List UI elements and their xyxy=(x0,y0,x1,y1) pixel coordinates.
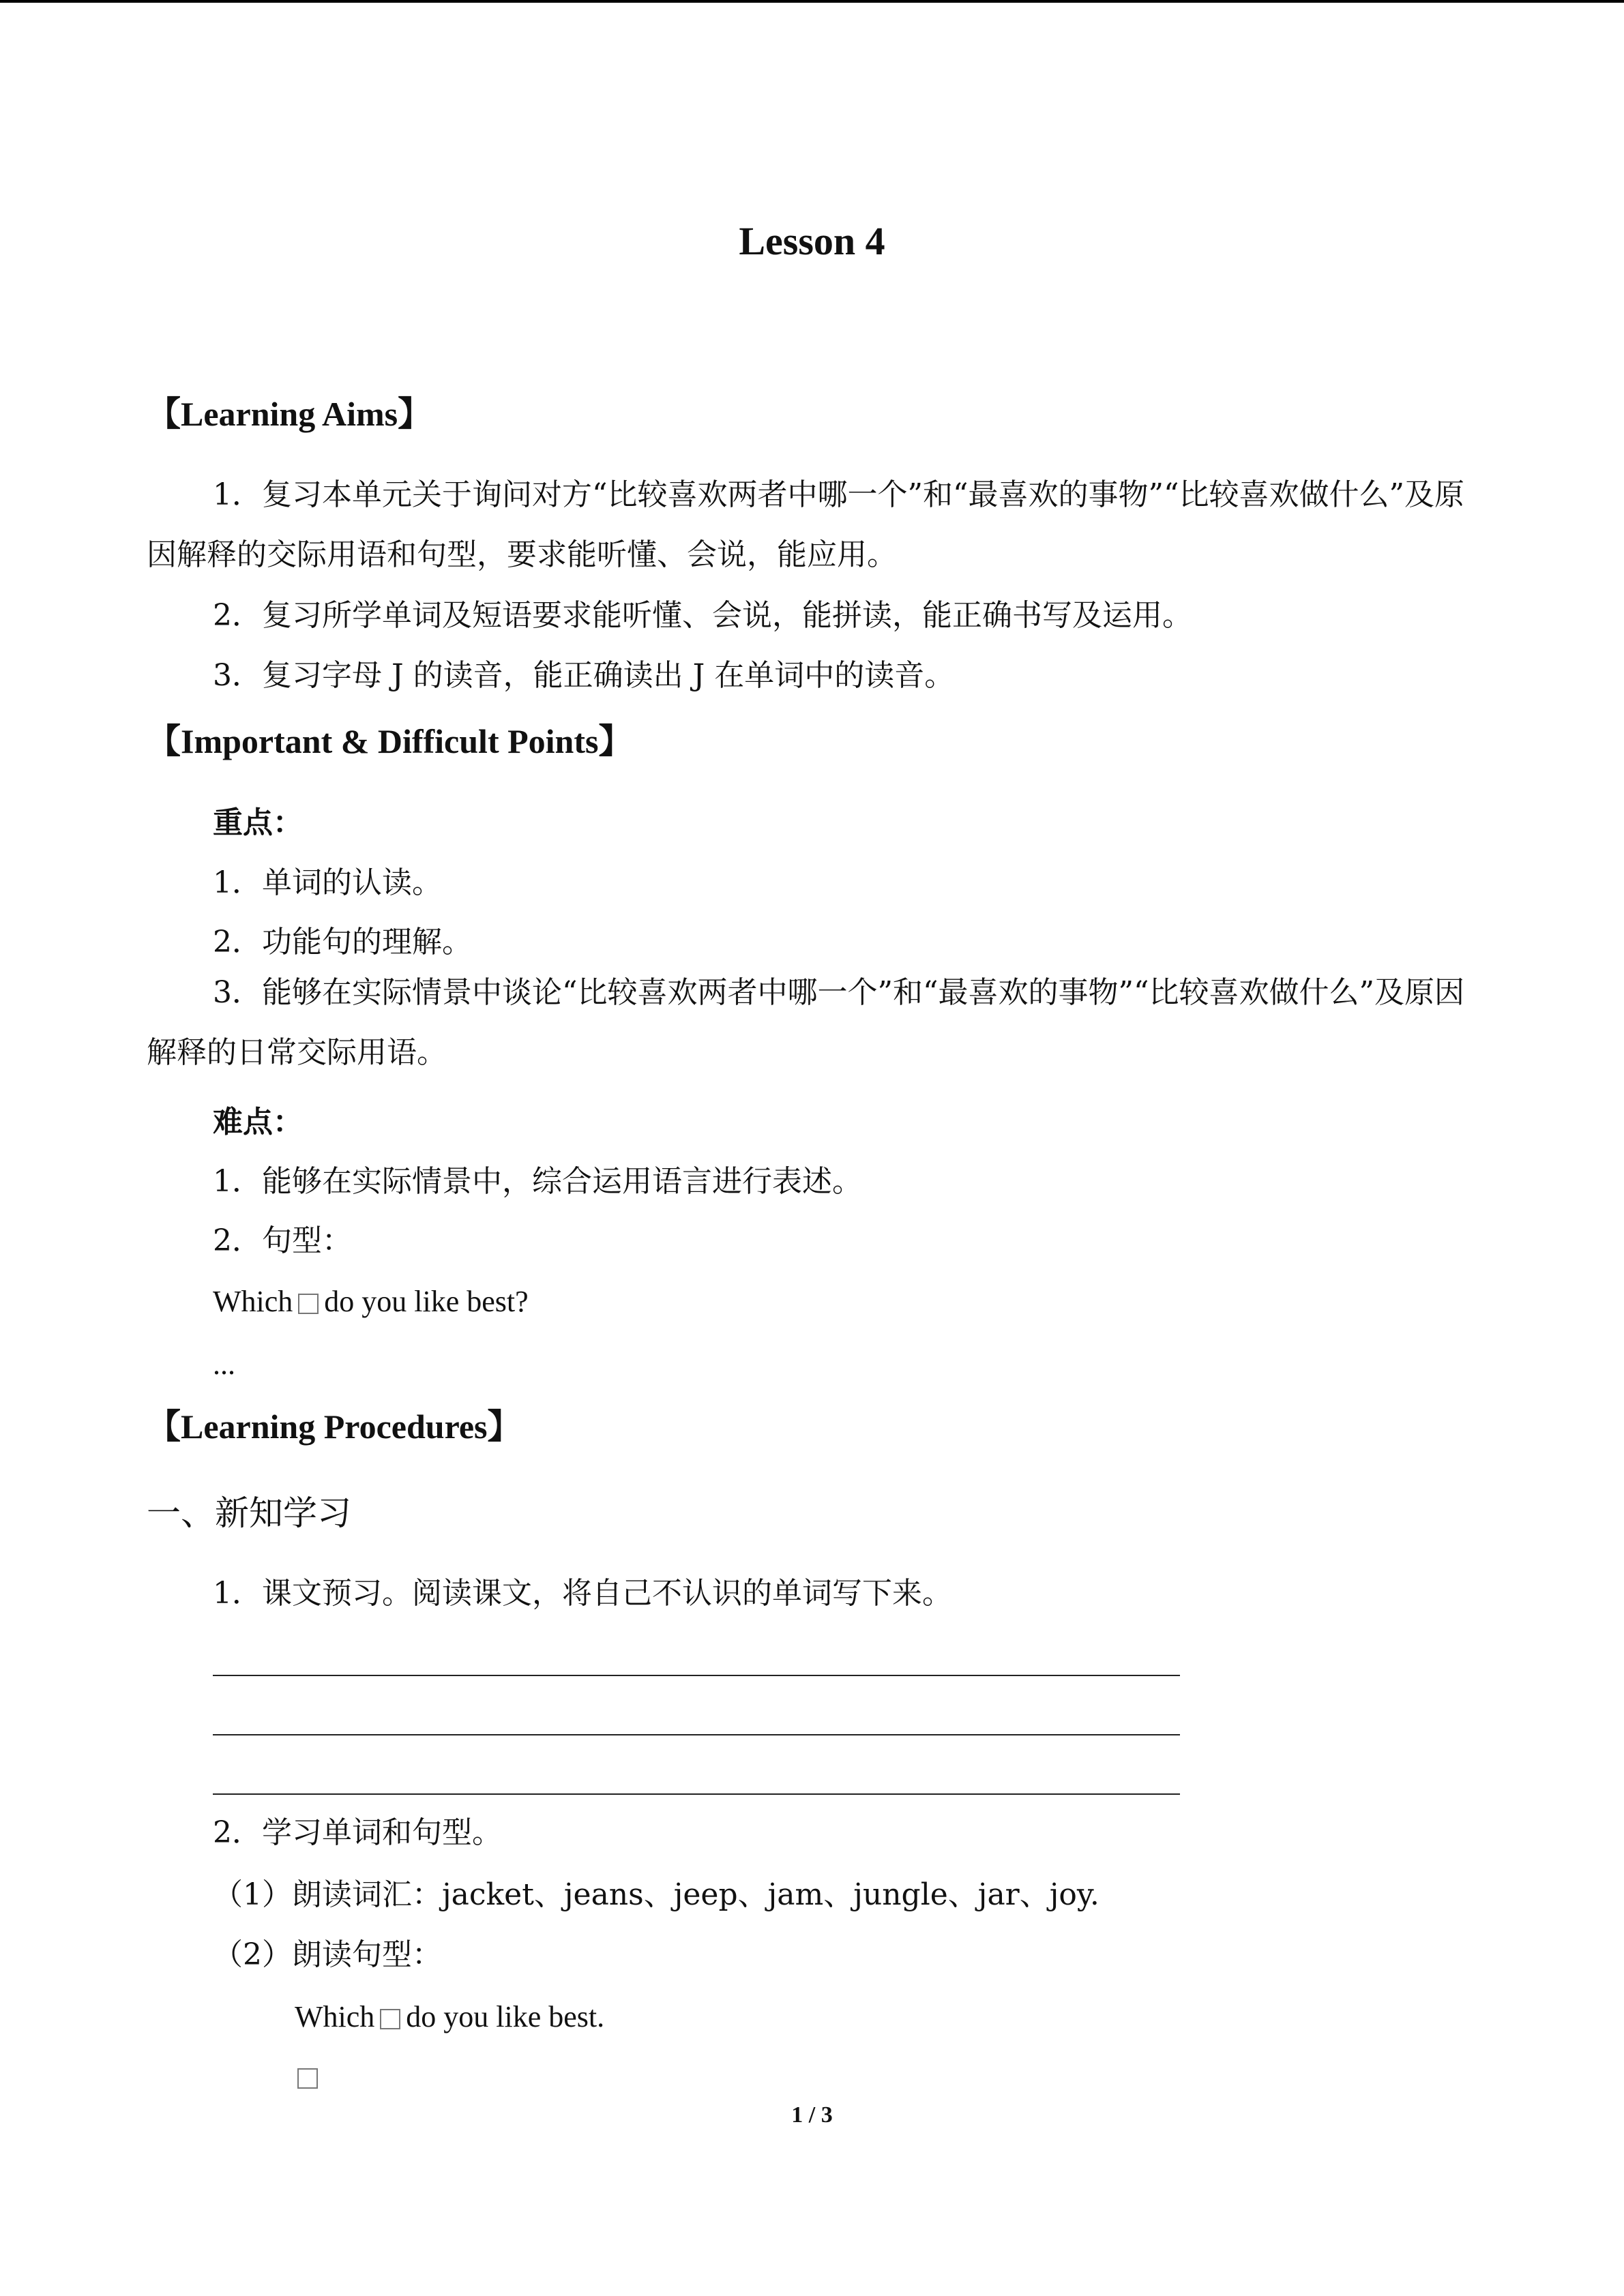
sentence-pattern-post: do you like best? xyxy=(324,1285,529,1318)
aim-item-2: 2．复习所学单词及短语要求能听懂、会说，能拼读，能正确书写及运用。 xyxy=(213,598,1192,633)
top-border xyxy=(0,0,1624,3)
sentence-pattern xyxy=(213,1282,529,1322)
section-new-knowledge: 一、新知学习 xyxy=(147,1493,351,1533)
important-points-heading: 【Important & Difficult Points】 xyxy=(147,722,633,760)
placeholder-box-icon xyxy=(380,2009,400,2029)
page-title: Lesson 4 xyxy=(739,219,885,263)
difficult-point-1: 1．能够在实际情景中，综合运用语言进行表述。 xyxy=(213,1164,862,1199)
key-point-1: 1．单词的认读。 xyxy=(213,865,442,900)
answer-line-1[interactable] xyxy=(213,1675,1180,1676)
key-point-3: 3．能够在实际情景中谈论“比较喜欢两者中哪一个”和“最喜欢的事物”“比较喜欢做什么”及原因解释的日常交际用语。 xyxy=(147,975,1464,1070)
key-point-2: 2．功能句的理解。 xyxy=(213,925,472,959)
step-2-study: 2．学习单词和句型。 xyxy=(213,1815,502,1850)
aim-item-1: 1．复习本单元关于询问对方“比较喜欢两者中哪一个”和“最喜欢的事物”“比较喜欢做什么”及原因解释的交际用语和句型，要求能听懂、会说，能应用。 xyxy=(147,477,1464,572)
step-2-sub-1: （1）朗读词汇：jacket、jeans、jeep、jam、jungle、jar、joy. xyxy=(213,1877,1099,1912)
step-1-preview: 1．课文预习。阅读课文，将自己不认识的单词写下来。 xyxy=(213,1576,952,1611)
page-number: 1 / 3 xyxy=(791,2102,833,2128)
answer-line-3[interactable] xyxy=(213,1793,1180,1795)
placeholder-box-icon xyxy=(297,2068,318,2089)
aim-item-3: 3．复习字母 J 的读音，能正确读出 J 在单词中的读音。 xyxy=(213,658,955,693)
learning-aims-heading: 【Learning Aims】 xyxy=(147,395,432,433)
difficult-point-2: 2．句型： xyxy=(213,1223,352,1258)
difficult-points-label: 难点： xyxy=(213,1105,303,1139)
sentence-pattern-pre: Which xyxy=(213,1285,293,1318)
learning-procedures-heading: 【Learning Procedures】 xyxy=(147,1407,522,1446)
procedure-sentence-pattern xyxy=(295,1997,604,2037)
procedure-pattern-pre: Which xyxy=(295,2000,375,2033)
procedure-next-line xyxy=(295,2057,323,2096)
placeholder-box-icon xyxy=(298,1294,319,1314)
ellipsis: ... xyxy=(213,1347,235,1381)
key-points-label: 重点： xyxy=(213,805,303,840)
procedure-pattern-post: do you like best. xyxy=(406,2000,605,2033)
answer-line-2[interactable] xyxy=(213,1734,1180,1735)
step-2-sub-2: （2）朗读句型： xyxy=(213,1937,442,1972)
